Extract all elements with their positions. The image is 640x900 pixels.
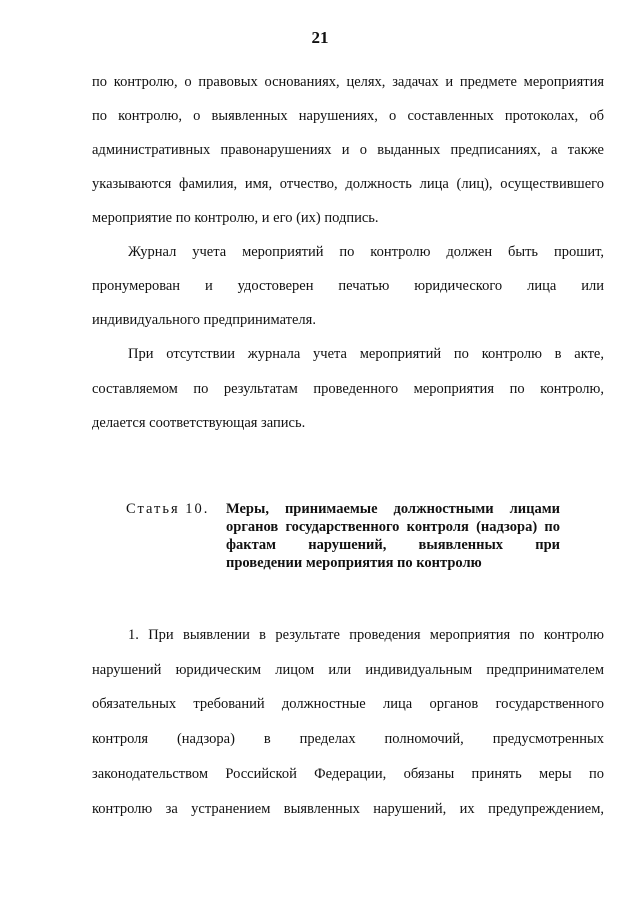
paragraph-line: обязательных требований должностные лица органов государственного: [92, 696, 604, 712]
paragraph-line: нарушений юридическим лицом или индивидуальным предпринимателем: [92, 662, 604, 678]
paragraph-line: составляемом по результатам проведенного мероприятия по контролю,: [92, 381, 604, 397]
article-title-line: органов государственного контроля (надзора) по: [226, 519, 560, 535]
paragraph-line: Журнал учета мероприятий по контролю должен быть прошит,: [128, 244, 604, 260]
paragraph-line: административных правонарушениях и о выданных предписаниях, а также: [92, 142, 604, 158]
paragraph-line: пронумерован и удостоверен печатью юридического лица или: [92, 278, 604, 294]
article-title-line: проведении мероприятия по контролю: [226, 555, 482, 571]
article-title-line: Меры, принимаемые должностными лицами: [226, 501, 560, 517]
paragraph-line: указываются фамилия, имя, отчество, должность лица (лиц), осуществившего: [92, 176, 604, 192]
article-title-line: фактам нарушений, выявленных при: [226, 537, 560, 553]
paragraph-line: законодательством Российской Федерации, обязаны принять меры по: [92, 766, 604, 782]
article-label: Статья 10.: [126, 501, 210, 517]
paragraph-line: по контролю, о выявленных нарушениях, о составленных протоколах, об: [92, 108, 604, 124]
paragraph-line: 1. При выявлении в результате проведения мероприятия по контролю: [128, 627, 604, 643]
page-number: 21: [311, 28, 329, 47]
paragraph-line: индивидуального предпринимателя.: [92, 312, 316, 328]
paragraph-line: При отсутствии журнала учета мероприятий по контролю в акте,: [128, 346, 604, 362]
paragraph-line: делается соответствующая запись.: [92, 415, 306, 431]
paragraph-line: контролю за устранением выявленных нарушений, их предупреждением,: [92, 801, 604, 817]
paragraph-line: мероприятие по контролю, и его (их) подпись.: [92, 210, 379, 226]
paragraph-line: контроля (надзора) в пределах полномочий, предусмотренных: [92, 731, 604, 747]
paragraph-line: по контролю, о правовых основаниях, целях, задачах и предмете мероприятия: [92, 74, 604, 90]
